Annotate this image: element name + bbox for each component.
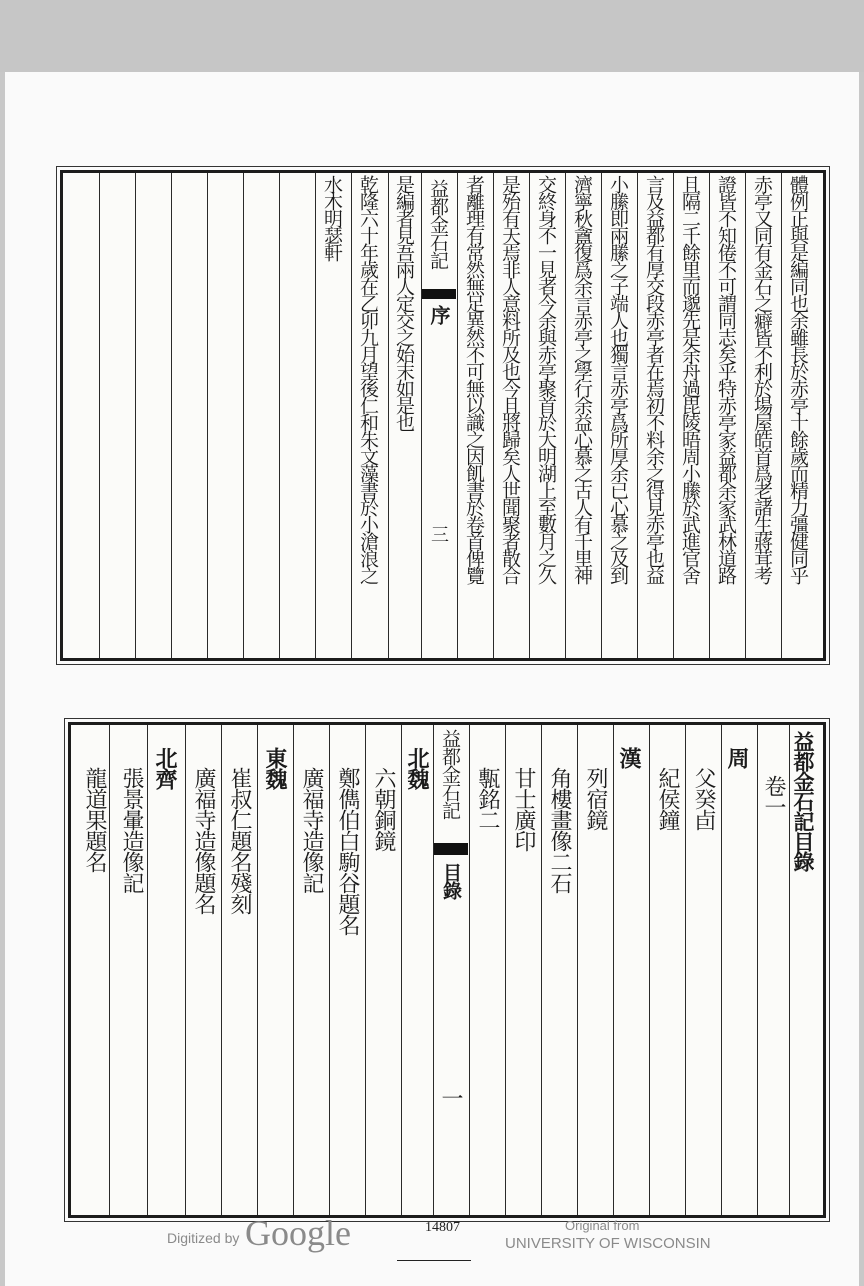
center-fold-left xyxy=(433,725,434,1215)
page-number: 14807 xyxy=(425,1220,460,1235)
column-rule xyxy=(789,725,790,1215)
center-fold-right xyxy=(457,173,458,658)
column-rule xyxy=(541,725,542,1215)
original-from-label: Original from xyxy=(565,1218,640,1233)
column-rule xyxy=(257,725,258,1215)
scanned-page xyxy=(5,72,859,1286)
column-rule xyxy=(493,173,494,658)
column-rule xyxy=(401,725,402,1215)
contents-entry: 角樓畫像二石 xyxy=(547,767,572,893)
preface-sheet xyxy=(60,170,826,661)
column-rule xyxy=(781,173,782,658)
preface-line: 言及益都有厚交段赤亭者在焉初不料余之得見赤亭也益 xyxy=(643,175,665,583)
center-fold-right xyxy=(469,725,470,1215)
column-rule xyxy=(243,173,244,658)
contents-entry: 甘士廣印 xyxy=(511,767,536,851)
dynasty-heading: 北魏 xyxy=(404,747,430,789)
center-fold-left xyxy=(421,173,422,658)
contents-entry: 紀侯鐘 xyxy=(655,767,680,830)
university-label: UNIVERSITY OF WISCONSIN xyxy=(505,1235,711,1252)
contents-entry: 張景暈造像記 xyxy=(119,767,144,893)
dynasty-heading: 漢 xyxy=(616,747,642,768)
column-rule xyxy=(171,173,172,658)
preface-line: 赤亭又同有金石之癖皆不利於場屋皓首爲老諸生蔣茸考 xyxy=(751,175,773,583)
column-rule xyxy=(709,173,710,658)
column-rule xyxy=(329,725,330,1215)
fish-tail-mark xyxy=(422,289,456,299)
column-rule xyxy=(135,173,136,658)
column-rule xyxy=(637,173,638,658)
contents-entry: 列宿鏡 xyxy=(583,767,608,830)
center-fold-page-number: 三 xyxy=(428,525,449,542)
column-rule xyxy=(388,173,389,658)
center-fold-title: 益都金石記 xyxy=(439,729,461,819)
column-rule xyxy=(721,725,722,1215)
contents-entry: 鄭儁伯白駒谷題名 xyxy=(335,767,360,935)
center-fold-section: 目錄 xyxy=(440,863,462,899)
contents-entry: 父癸卣 xyxy=(691,767,716,830)
column-rule xyxy=(529,173,530,658)
column-rule xyxy=(351,173,352,658)
column-rule xyxy=(185,725,186,1215)
column-rule xyxy=(147,725,148,1215)
column-rule xyxy=(221,725,222,1215)
contents-title: 益都金石記目錄 xyxy=(791,731,816,871)
column-rule xyxy=(577,725,578,1215)
column-rule xyxy=(601,173,602,658)
contents-entry: 崔叔仁題名殘刻 xyxy=(227,767,252,914)
column-rule xyxy=(279,173,280,658)
preface-line: 是編者見吾兩人定交之始末如是也 xyxy=(393,175,415,430)
preface-line: 且隔二千餘里而邈先是余舟過毘陵晤周小縢於武進官舍 xyxy=(679,175,701,583)
digitized-by-label: Digitized by xyxy=(167,1230,240,1246)
preface-line: 者離理有常然無足異然不可無以識之因飢書於卷首俾覽 xyxy=(463,175,485,583)
contents-entry: 六朝銅鏡 xyxy=(371,767,396,851)
contents-entry: 廣福寺造像題名 xyxy=(191,767,216,914)
volume-heading: 卷一 xyxy=(761,775,786,817)
column-rule xyxy=(315,173,316,658)
center-fold-section: 序 xyxy=(427,305,451,324)
column-rule xyxy=(565,173,566,658)
column-rule xyxy=(757,725,758,1215)
center-fold-title: 益都金石記 xyxy=(427,179,449,269)
preface-line: 小縢即兩縢之子端人也獨言赤亭爲所厚余已心慕之及到 xyxy=(607,175,629,583)
column-rule xyxy=(207,173,208,658)
preface-line: 乾隆六十年歲在乙卯九月望後仁和朱文藻書於小滄浪之 xyxy=(357,175,379,583)
preface-line: 證皆不知倦不可謂同志矣乎特赤亭家益都余家武林道路 xyxy=(715,175,737,583)
column-rule xyxy=(505,725,506,1215)
column-rule xyxy=(109,725,110,1215)
column-rule xyxy=(745,173,746,658)
column-rule xyxy=(649,725,650,1215)
column-rule xyxy=(673,173,674,658)
contents-entry: 甎銘二 xyxy=(475,767,500,830)
column-rule xyxy=(365,725,366,1215)
dynasty-heading: 東魏 xyxy=(262,747,288,789)
center-fold-page-number: 一 xyxy=(438,1087,463,1108)
preface-line: 交終身不一見者今余與赤亭聚首於大明湖上至數月之久 xyxy=(535,175,557,583)
preface-line: 濟寧秋盦復爲余言赤亭之學行余益心慕之古人有千里神 xyxy=(571,175,593,583)
column-rule xyxy=(99,173,100,658)
column-rule xyxy=(613,725,614,1215)
footer-rule xyxy=(397,1260,471,1261)
viewer-top-bar xyxy=(0,0,864,72)
column-rule xyxy=(685,725,686,1215)
fish-tail-mark xyxy=(434,843,468,855)
preface-line: 水木明瑟軒 xyxy=(321,175,343,260)
preface-line: 是殆有天焉非人意料所及也今且將歸矣人世聞聚者散合 xyxy=(499,175,521,583)
contents-entry: 龍道果題名 xyxy=(82,767,107,872)
column-rule xyxy=(293,725,294,1215)
dynasty-heading: 周 xyxy=(724,747,750,768)
google-logo: Google xyxy=(245,1213,351,1253)
contents-sheet xyxy=(68,722,826,1218)
preface-line: 體例正與是編同也余雖長於赤亭十餘歲而精力彊健同乎 xyxy=(787,175,809,583)
dynasty-heading: 北齊 xyxy=(152,747,178,789)
contents-entry: 廣福寺造像記 xyxy=(299,767,324,893)
